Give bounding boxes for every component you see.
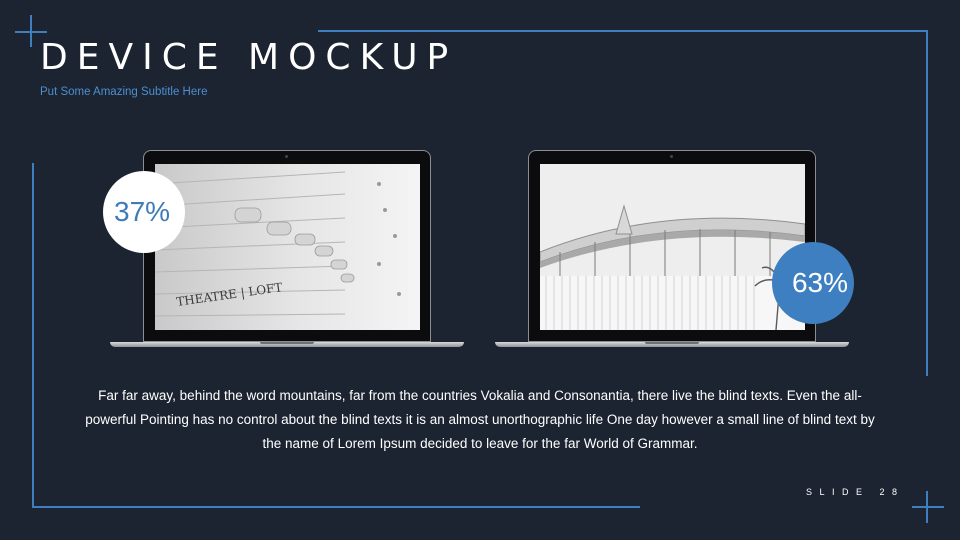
laptop-notch bbox=[645, 342, 699, 344]
percent-value-1: 37% bbox=[114, 196, 171, 227]
wall-sign-text: THEATRE | LOFT bbox=[175, 280, 284, 309]
laptop-camera bbox=[285, 155, 288, 158]
frame-line-right bbox=[926, 30, 928, 376]
percent-badge-2 bbox=[772, 242, 854, 324]
laptop-screen-photo bbox=[155, 164, 420, 330]
percent-badge-1 bbox=[103, 171, 185, 253]
laptop-notch bbox=[260, 342, 314, 344]
slide-number: SLIDE 28 bbox=[806, 487, 905, 497]
frame-line-top bbox=[318, 30, 928, 32]
stadium-photo bbox=[540, 164, 805, 330]
laptop-screen-photo bbox=[540, 164, 805, 330]
frame-line-bottom bbox=[32, 506, 640, 508]
body-paragraph: Far far away, behind the word mountains, far from the countries Vokalia and Consonantia, there live the blind texts. Even the all-powerful Pointing has no control about the blind texts it is an almost unorthographic life One day however a small line of blind text by the name of Lorem Ipsum decided to leave for the far World of Grammar. bbox=[85, 388, 875, 451]
brick-wall-photo bbox=[155, 164, 420, 330]
page-subtitle: Put Some Amazing Subtitle Here bbox=[40, 86, 208, 98]
laptop-camera bbox=[670, 155, 673, 158]
frame-line-left bbox=[32, 163, 34, 508]
page-title: DEVICE MOCKUP bbox=[40, 37, 458, 78]
percent-value-2: 63% bbox=[791, 267, 848, 298]
